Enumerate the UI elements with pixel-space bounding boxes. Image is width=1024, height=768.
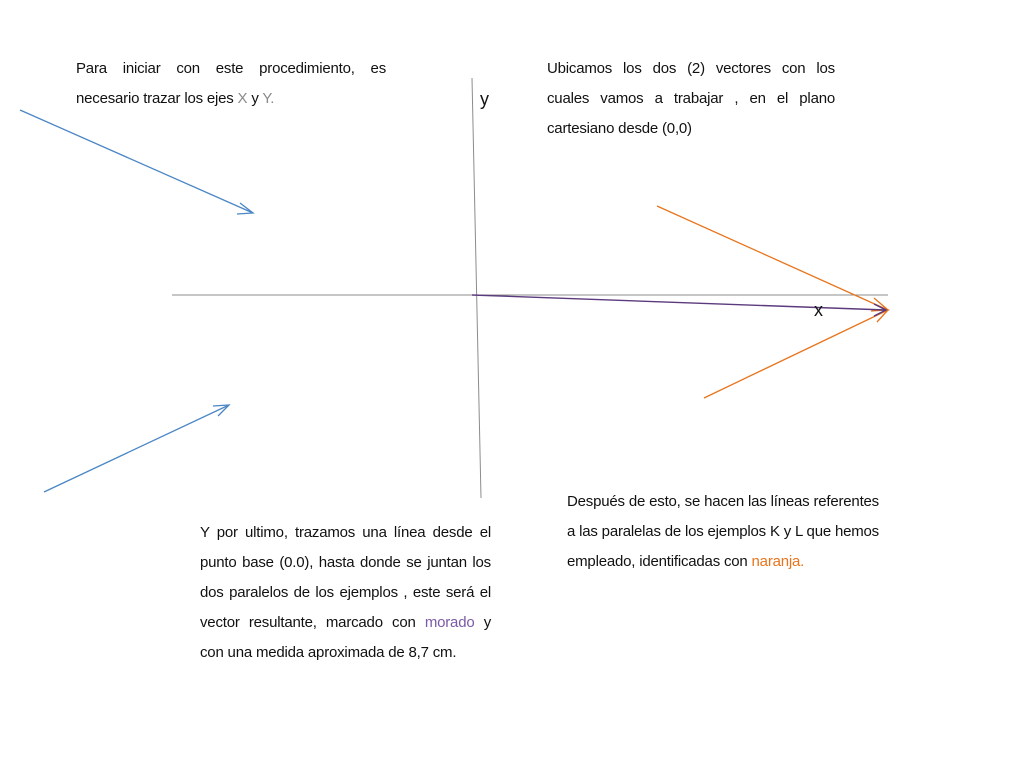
orange-highlight: naranja. [751,553,805,570]
text-block-resultant [200,518,491,668]
y-axis [472,78,481,498]
x-highlight: X [237,90,248,107]
resultant-text-end: y con una medida aproximada de 8,7 cm. [200,614,491,661]
x-axis-label: x [814,300,823,320]
resultant-vector-purple [472,295,886,316]
parallel-lower-orange [704,310,888,398]
text-block-parallels [567,487,879,577]
text-block-axes-instruction [76,54,386,114]
axes-instruction-text: Para iniciar con este procedimiento, es necesario trazar los ejes [76,60,386,107]
vector-lower-blue [44,405,229,492]
text-block-vectors: Ubicamos los dos (2) vectores con los cuales vamos a trabajar , en el plano cartesiano desde (0,0) [547,60,835,137]
purple-highlight: morado [424,614,475,631]
y-highlight: Y. [262,90,275,107]
axes-instruction-connector: y [247,90,263,107]
parallels-text: Después de esto, se hacen las líneas referentes a las paralelas de los ejemplos K y L que hemos empleado, identificadas con [567,493,879,570]
y-axis-label: y [480,89,489,109]
vector-upper-blue [20,110,253,214]
resultant-text: Y por ultimo, trazamos una línea desde el punto base (0.0), hasta donde se juntan los dos paralelos de los ejemplos , este será el vector resultante, marcado con [200,524,491,631]
